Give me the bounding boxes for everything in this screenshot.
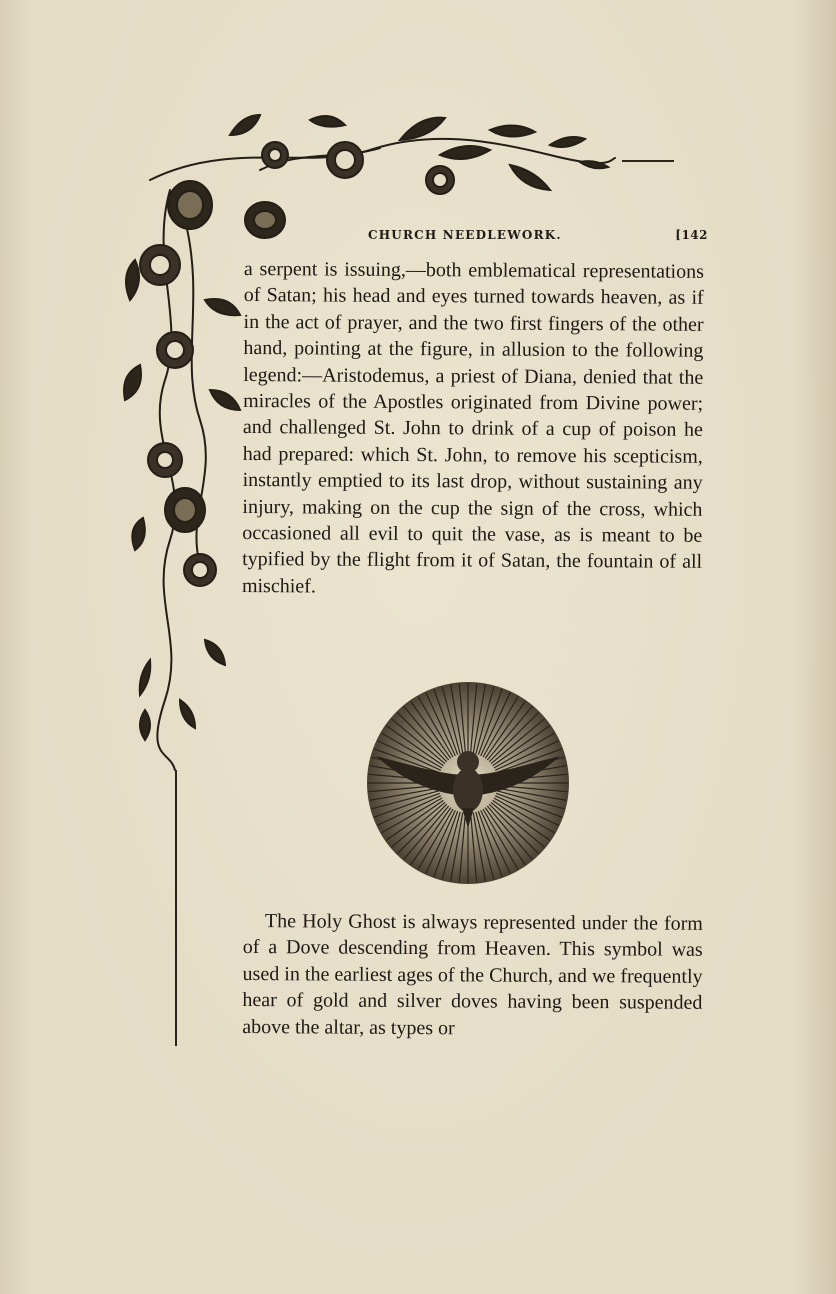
page-number: [142 bbox=[675, 228, 708, 242]
paragraph-holy-ghost: The Holy Ghost is always represented under the form of a Dove descending from Heaven. This symbol was used in the earliest ages of the Church, and we frequently hear of gold and silver doves having been suspended above the altar, as types or bbox=[242, 910, 703, 1039]
running-title: CHURCH NEEDLEWORK. bbox=[368, 228, 562, 242]
dove-with-rays-icon bbox=[362, 680, 574, 886]
ornament-rule-left bbox=[175, 770, 177, 1046]
paragraph-legend: a serpent is issuing,—both emblematical representations of Satan; his head and eyes turned towards heaven, as if in the act of prayer, and the two first fingers of the other hand, pointing at the figure, in allusion to the following legend:—Aristodemus, a priest of Diana, denied that the miracles of the Apostles originated from Divine power; and challenged St. John to drink of a cup of poison he had prepared: which St. John, to remove his scepticism, instantly emptied to its last drop, without sustaining any injury, making on the cup the sign of the cross, which occasioned all evil to quit the vase, as is meant to be typified by the flight from it of Satan, the fountain of all mischief. bbox=[241, 257, 704, 598]
ornament-rule-top bbox=[622, 160, 674, 162]
running-head bbox=[368, 228, 708, 248]
